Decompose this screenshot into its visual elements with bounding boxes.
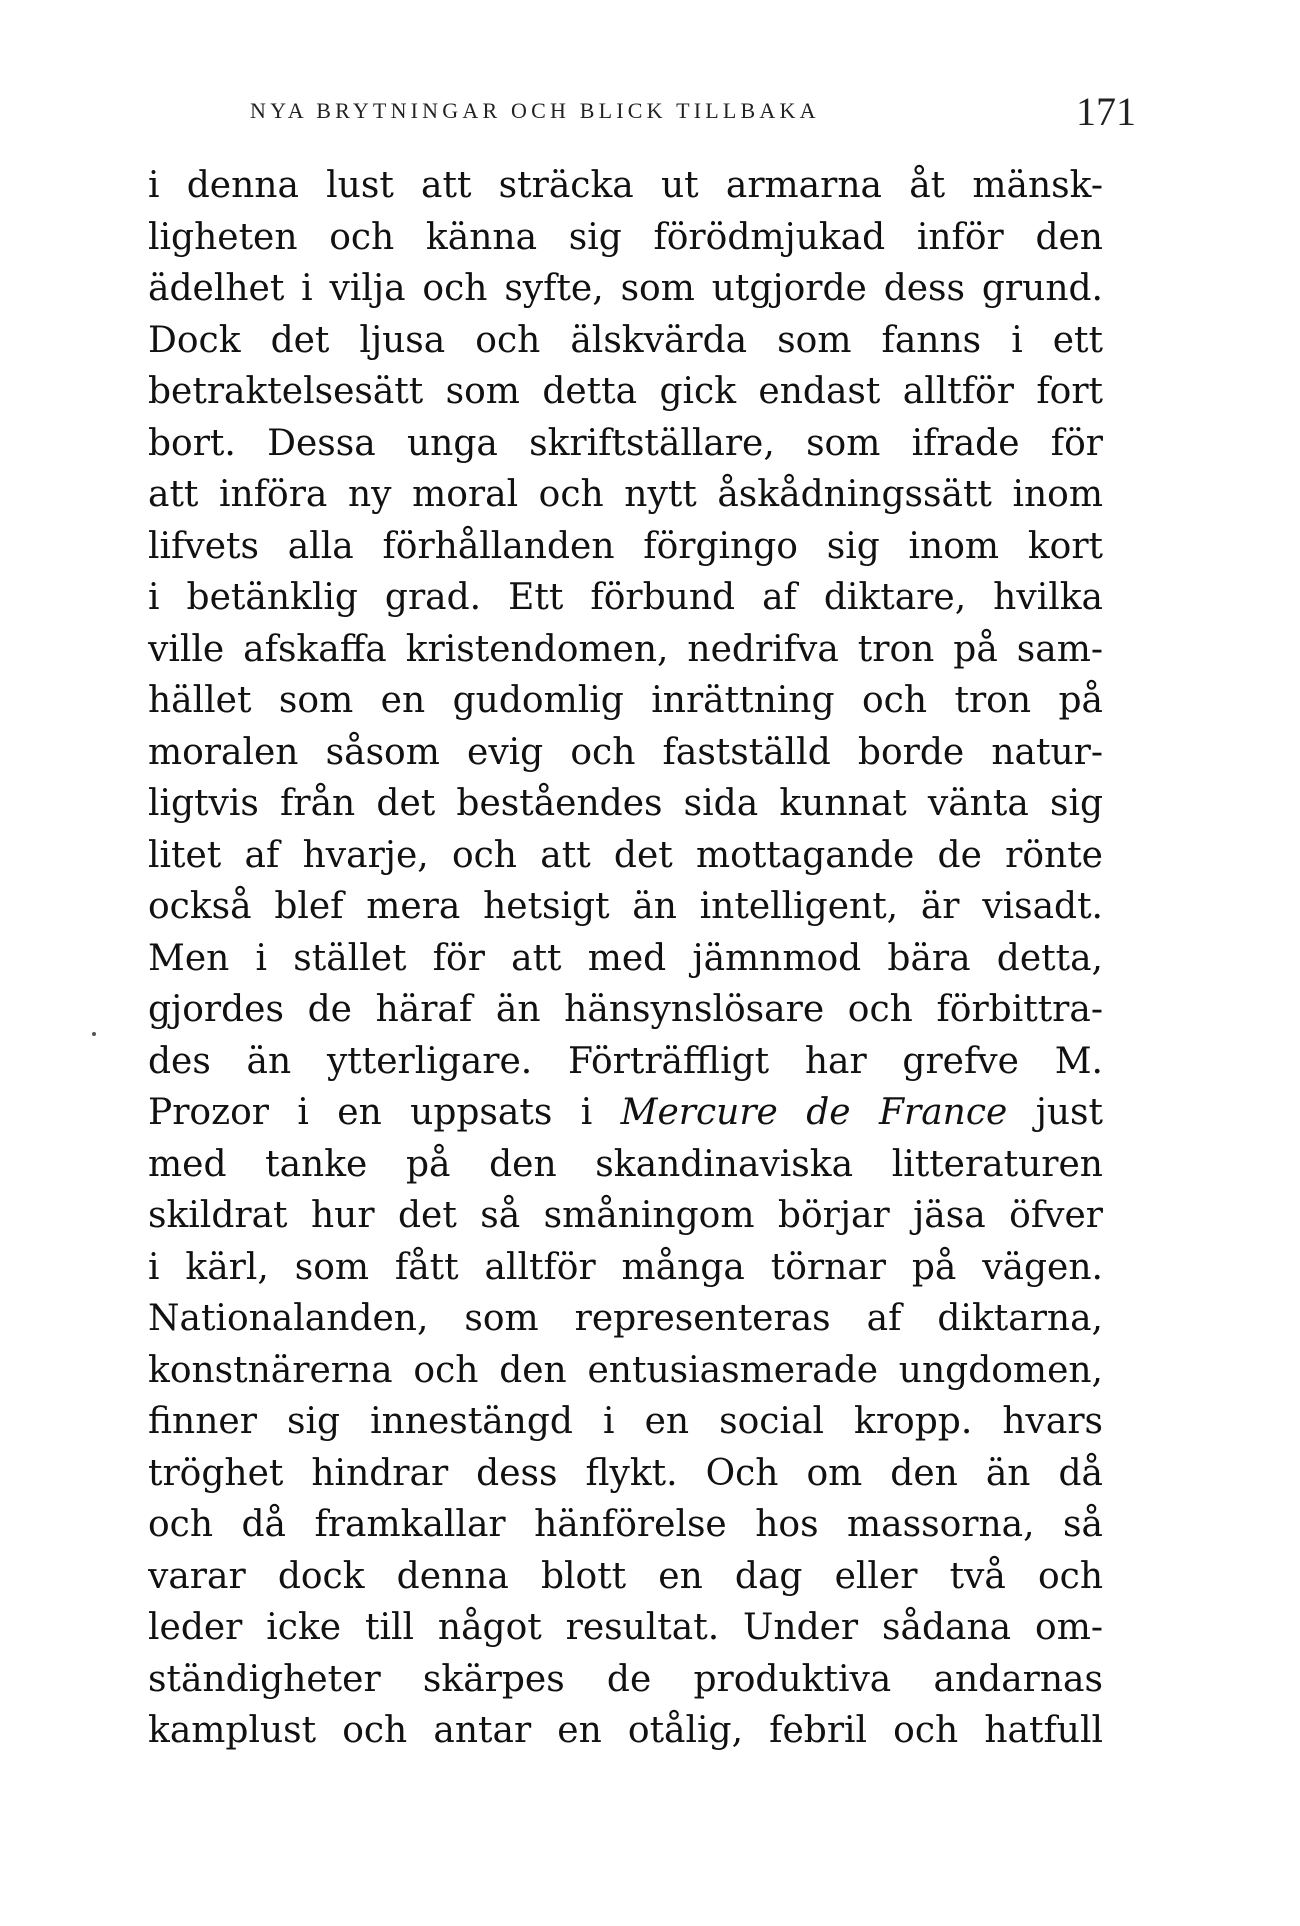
text-line: hället som en gudomlig inrättning och tron på <box>148 680 1103 721</box>
text-line: bort. Dessa unga skriftställare, som ifrade för <box>148 422 1103 464</box>
running-head <box>250 88 1140 132</box>
text-line: också blef mera hetsigt än intelligent, är visadt. <box>148 886 1103 927</box>
margin-speck <box>92 1032 96 1036</box>
text-line: finner sig innestängd i en social kropp. hvars <box>148 1401 1103 1442</box>
text-line: ädelhet i vilja och syfte, som utgjorde dess grund. <box>148 268 1103 309</box>
page-number: 171 <box>1076 89 1136 134</box>
text-line: lifvets alla förhållanden förgingo sig inom kort <box>148 525 1103 567</box>
text-line: och då framkallar hänförelse hos massorna, så <box>148 1504 1103 1545</box>
text-line: tröghet hindrar dess flykt. Och om den än då <box>148 1452 1103 1494</box>
text-line: med tanke på den skandinaviska litteraturen <box>148 1143 1103 1185</box>
text-line: des än ytterligare. Förträffligt har grefve M. <box>148 1040 1103 1082</box>
text-line: gjordes de häraf än hänsynslösare och förbittra- <box>148 989 1103 1030</box>
text-line: i denna lust att sträcka ut armarna åt mänsk- <box>148 165 1103 206</box>
text-line: varar dock denna blott en dag eller två och <box>148 1555 1103 1597</box>
text-segment: just <box>1007 1092 1103 1133</box>
text-line: ville afskaffa kristendomen, nedrifva tron på sam- <box>148 628 1103 670</box>
text-line: i betänklig grad. Ett förbund af diktare, hvilka <box>148 577 1103 618</box>
text-line: Dock det ljusa och älskvärda som fanns i ett <box>148 319 1103 361</box>
text-line: ligheten och känna sig förödmjukad inför den <box>148 216 1103 258</box>
body-text <box>148 160 1103 1757</box>
text-line: betraktelsesätt som detta gick endast alltför fort <box>148 371 1103 412</box>
running-title: NYA BRYTNINGAR OCH BLICK TILLBAKA <box>250 98 820 123</box>
periodical-title: Mercure de France <box>620 1092 1008 1133</box>
text-line: leder icke till något resultat. Under sådana om- <box>148 1607 1103 1648</box>
text-line: konstnärerna och den entusiasmerade ungdomen, <box>148 1349 1103 1391</box>
text-line: Nationalanden, som representeras af diktarna, <box>148 1298 1103 1339</box>
text-line-with-title <box>148 1087 1103 1139</box>
text-line: litet af hvarje, och att det mottagande de rönte <box>148 834 1103 876</box>
text-line: Men i stället för att med jämnmod bära detta, <box>148 937 1103 979</box>
text-line: kamplust och antar en otålig, febril och hatfull <box>148 1710 1103 1751</box>
text-line: ständigheter skärpes de produktiva andarnas <box>148 1658 1103 1700</box>
text-line: ligtvis från det beståendes sida kunnat vänta sig <box>148 783 1103 824</box>
text-line: att införa ny moral och nytt åskådningssätt inom <box>148 474 1103 515</box>
text-line: moralen såsom evig och fastställd borde natur- <box>148 731 1103 773</box>
text-line: skildrat hur det så småningom börjar jäsa öfver <box>148 1195 1103 1236</box>
text-line: i kärl, som fått alltför många törnar på vägen. <box>148 1246 1103 1288</box>
text-segment: Prozor i en uppsats i <box>148 1092 621 1133</box>
